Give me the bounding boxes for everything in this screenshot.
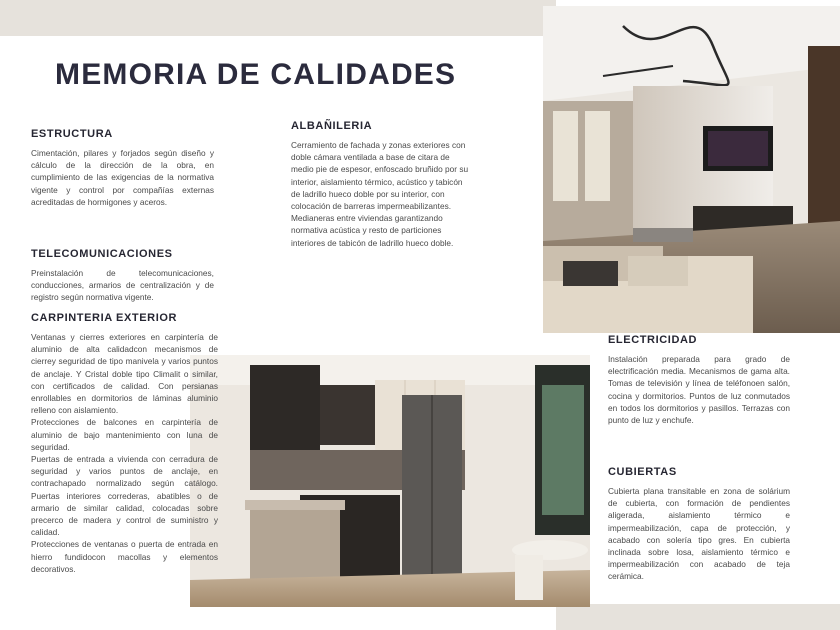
section-carpinteria-exterior [31, 312, 218, 575]
bottom-beige-band [556, 604, 840, 630]
section-cubiertas [608, 466, 790, 583]
section-heading: ESTRUCTURA [31, 128, 113, 140]
section-heading: CUBIERTAS [608, 466, 677, 478]
section-heading: ALBAÑILERIA [291, 120, 373, 132]
section-electricidad [608, 334, 790, 426]
page-title: MEMORIA DE CALIDADES [55, 58, 457, 91]
section-estructura [31, 128, 214, 208]
living-room-image [543, 6, 840, 333]
top-beige-band [0, 0, 556, 36]
section-telecomunicaciones [31, 248, 214, 304]
section-body: Cimentación, pilares y forjados según diseño y cálculo de la dirección de la obra, en cumplimiento de las exigencias de la normativa vigente y control por compañías externas acreditadas de hormigones y aceros. [31, 148, 214, 207]
section-body: Cubierta plana transitable en zona de solárium de cubierta, con formación de pendientes aligerada, aislamiento térmico e impermeabilización, capa de protección, y acabado con solería tipo gres. En cubierta inclinada sobre losa, aislamiento térmico e impermeabilización con acabado de teja cerámica. [608, 486, 790, 582]
section-body: Ventanas y cierres exteriores en carpintería de aluminio de alta calidadcon mecanismos de cierrey seguridad de tipo manivela y varios puntos de anclaje. Y Cristal doble tipo Climalit o similar, con certificados de calidad. Con persianas enrollables en dormitorios de láminas aluminio relleno con aislamiento. Protecciones de balcones en carpintería de aluminio de bajo mantenimiento con luna de seguridad. Puertas de entrada a vivienda con cerradura de seguridad y varios puntos de anclaje, en contrachapado normalizado según catálogo. Puertas interiores correderas, abatibles o de armario de similar calidad, colocadas sobre precerco de madera y control de suministro y calidad. Protecciones de ventanas o puerta de entrada en hierro fundidocon macollas y elementos decorativos. [31, 332, 218, 574]
section-body: Cerramiento de fachada y zonas exteriores con doble cámara ventilada a base de citara de medio pie de espesor, enfoscado bruñido por su interior, aislamiento térmico, acústico y tabicón de ladrillo hueco doble por su interior, con colocación de barreras impermeabilizantes. Medianeras entre viviendas garantizando normativa acústica y resto de particiones interiores de tabicón de ladrillo hueco doble. [291, 140, 469, 248]
section-albanileria [291, 120, 469, 249]
section-heading: CARPINTERIA EXTERIOR [31, 312, 178, 324]
section-heading: ELECTRICIDAD [608, 334, 698, 346]
section-heading: TELECOMUNICACIONES [31, 248, 173, 260]
kitchen-image [190, 355, 590, 607]
section-body: Instalación preparada para grado de electrificación media. Mecanismos de gama alta. Tomas de televisión y línea de teléfonoen salón, cocina y dormitorios. Puntos de luz conmutados en todos los dormitorios y pasillos. Terrazas con punto de luz y enchufe. [608, 354, 790, 426]
section-body: Preinstalación de telecomunicaciones, conducciones, armarios de centralización y de registro según normativa vigente. [31, 268, 214, 303]
